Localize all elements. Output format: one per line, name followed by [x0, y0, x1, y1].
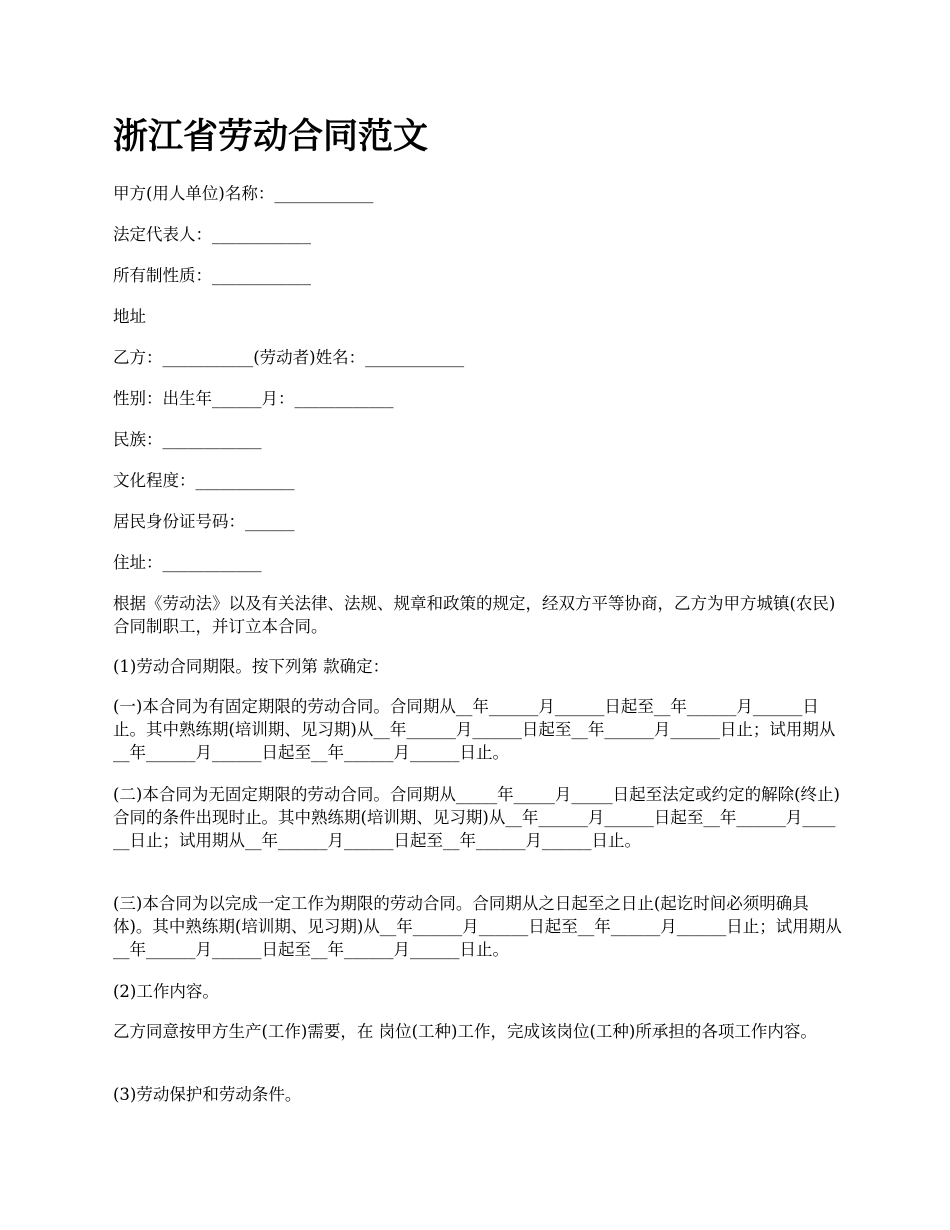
- paragraph: 民族：____________: [113, 430, 262, 449]
- residence-field: [113, 551, 843, 574]
- fixed-term-clause: [113, 695, 843, 764]
- paragraph: (一)本合同为有固定期限的劳动合同。合同期从__年______月______日起至__年______月______日止。其中熟练期(培训期、见习期)从__年______月______日起至__年______月______日止；试用期从__年______月______日起至__年______月______日止。: [113, 697, 836, 762]
- paragraph: 文化程度：____________: [113, 471, 295, 490]
- section-work-content-heading: [113, 980, 843, 1003]
- education-field: [113, 469, 843, 492]
- document-title: 浙江省劳动合同范文: [113, 116, 429, 157]
- paragraph: (二)本合同为无固定期限的劳动合同。合同期从_____年_____月_____日起至法定或约定的解除(终止)合同的条件出现时止。其中熟练期(培训期、见习期)从__年______月______日起至__年______月______日止；试用期从__年______月______日起至__年______月______日止。: [113, 785, 840, 850]
- paragraph: (1)劳动合同期限。按下列第 款确定：: [113, 657, 390, 676]
- paragraph: 居民身份证号码：______: [113, 512, 295, 531]
- preamble-paragraph: [113, 592, 843, 638]
- gender-birth-field: [113, 387, 843, 410]
- paragraph: 乙方同意按甲方生产(工作)需要，在 岗位(工种)工作，完成该岗位(工种)所承担的各项工作内容。: [113, 1022, 817, 1041]
- employee-name-field: [113, 346, 843, 369]
- ethnicity-field: [113, 428, 843, 451]
- paragraph: (三)本合同为以完成一定工作为期限的劳动合同。合同期从之日起至之日止(起讫时间必须明确具体)。其中熟练期(培训期、见习期)从__年______月______日起至__年______月______日止；试用期从__年______月______日起至__年______月______日止。: [113, 894, 842, 959]
- paragraph: (3)劳动保护和劳动条件。: [113, 1085, 302, 1104]
- employer-name-field: [113, 182, 843, 205]
- paragraph: 法定代表人：____________: [113, 225, 311, 244]
- paragraph: 甲方(用人单位)名称：____________: [113, 184, 374, 203]
- ownership-type-field: [113, 264, 843, 287]
- paragraph: 住址：____________: [113, 553, 262, 572]
- legal-representative-field: [113, 223, 843, 246]
- paragraph: 性别：出生年______月：____________: [113, 389, 394, 408]
- work-content-paragraph: [113, 1020, 843, 1043]
- address-field: [113, 305, 843, 328]
- task-based-clause: [113, 892, 843, 961]
- open-ended-clause: [113, 783, 843, 852]
- section-labor-protection-heading: [113, 1083, 843, 1106]
- section-contract-term-heading: [113, 655, 843, 678]
- id-number-field: [113, 510, 843, 533]
- paragraph: 地址: [113, 307, 146, 326]
- paragraph: 根据《劳动法》以及有关法律、法规、规章和政策的规定，经双方平等协商，乙方为甲方城镇(农民)合同制职工，并订立本合同。: [113, 594, 836, 636]
- paragraph: 乙方：___________(劳动者)姓名：____________: [113, 348, 465, 367]
- paragraph: 所有制性质：____________: [113, 266, 311, 285]
- paragraph: (2)工作内容。: [113, 982, 219, 1001]
